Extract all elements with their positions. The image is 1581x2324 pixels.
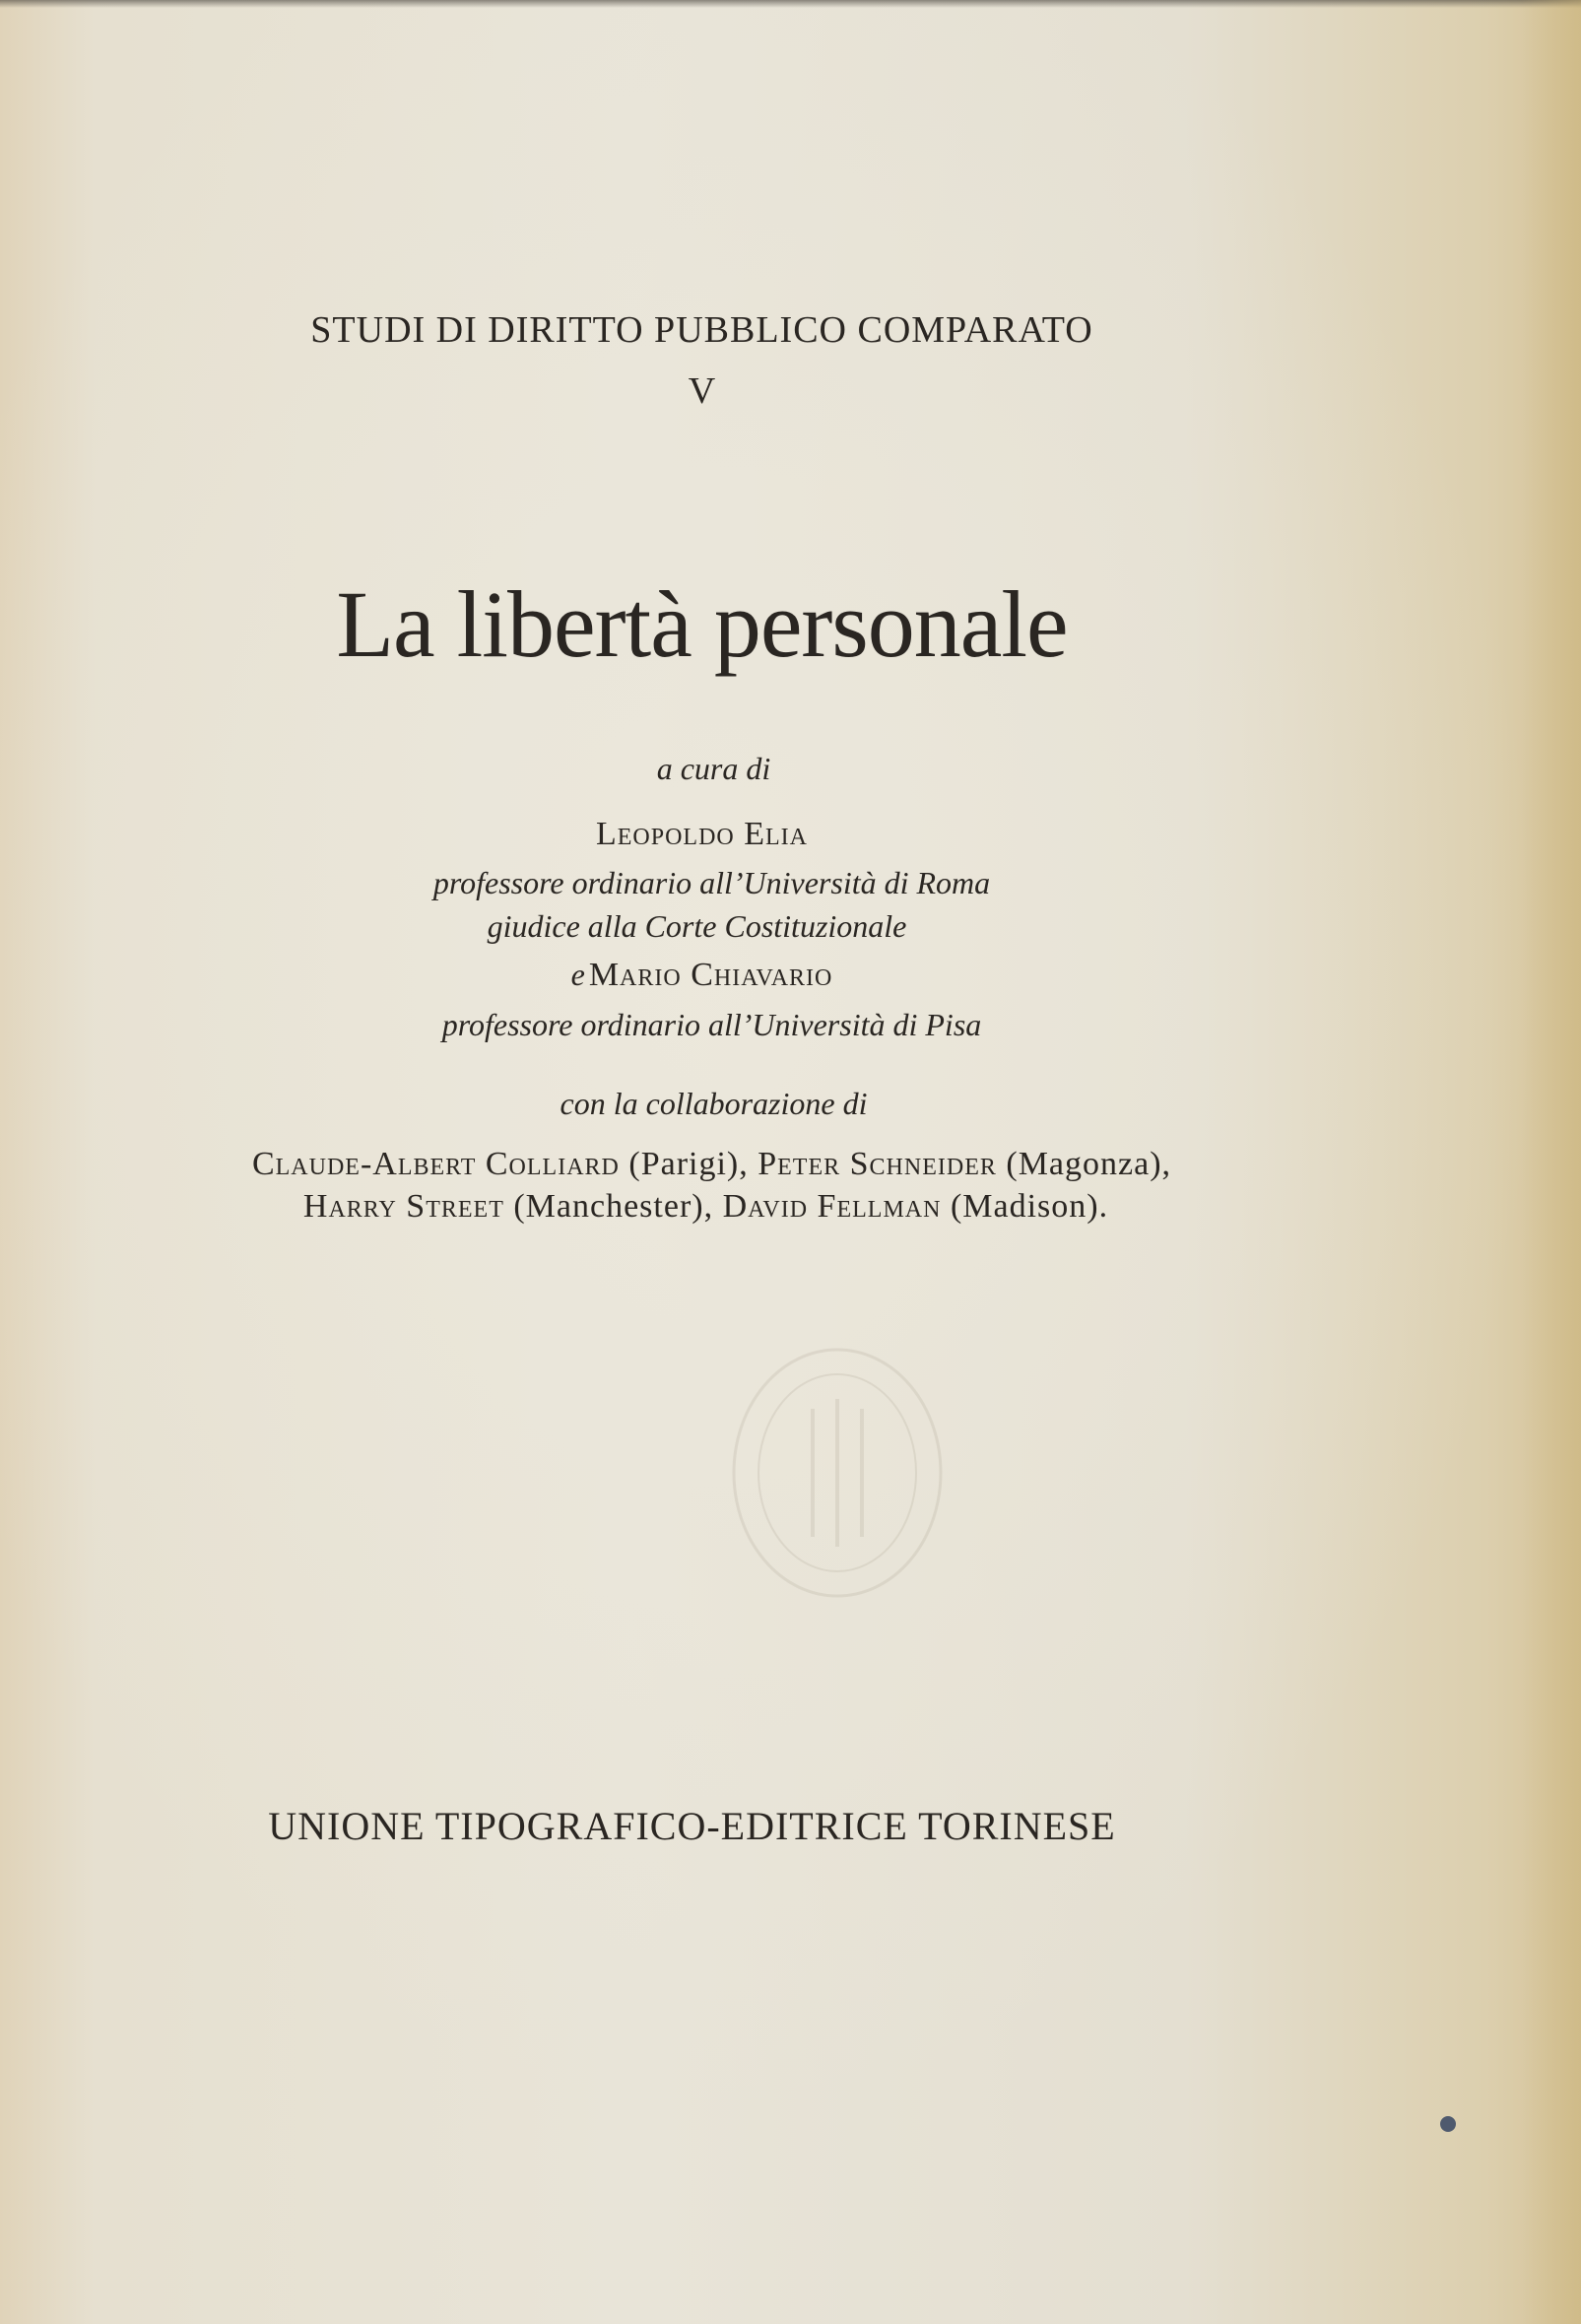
collaborators-line-2 <box>4 1188 1408 1226</box>
collaborator-city: (Parigi), <box>628 1146 749 1182</box>
editor2-role: professore ordinario all’Università di Pisa <box>441 1007 982 1042</box>
collaborator-name: Claude-Albert Colliard <box>251 1146 620 1182</box>
editor1-role-2: giudice alla Corte Costituzionale <box>487 908 907 944</box>
book-title: La libertà personale <box>336 571 1068 677</box>
publisher-name: UNIONE TIPOGRAFICO-EDITRICE TORINESE <box>268 1804 1116 1848</box>
editors-intro: a cura di <box>656 751 771 786</box>
volume-number: V <box>688 370 716 412</box>
editor2-conjunction: e <box>570 957 585 992</box>
editor2-line <box>0 957 1404 994</box>
series-title: STUDI DI DIRITTO PUBBLICO COMPARATO <box>310 309 1093 351</box>
collaborator-city: (Magonza), <box>1006 1146 1172 1182</box>
collaboration-intro: con la collaborazione di <box>560 1086 868 1121</box>
editor1-name: Leopoldo Elia <box>595 816 809 852</box>
collaborator-city: (Madison). <box>950 1188 1109 1225</box>
collaborator-city: (Manchester), <box>513 1188 714 1225</box>
collaborator-name: David Fellman <box>722 1188 942 1225</box>
collaborator-name: Peter Schneider <box>758 1146 997 1182</box>
collaborator-name: Harry Street <box>302 1188 504 1225</box>
editor1-role-1: professore ordinario all’Università di Roma <box>432 865 991 900</box>
editor2-name: Mario Chiavario <box>588 957 833 993</box>
collaborators-line-1 <box>10 1146 1414 1183</box>
publisher-seal-emboss <box>719 1340 955 1606</box>
ink-dot <box>1440 2116 1456 2132</box>
